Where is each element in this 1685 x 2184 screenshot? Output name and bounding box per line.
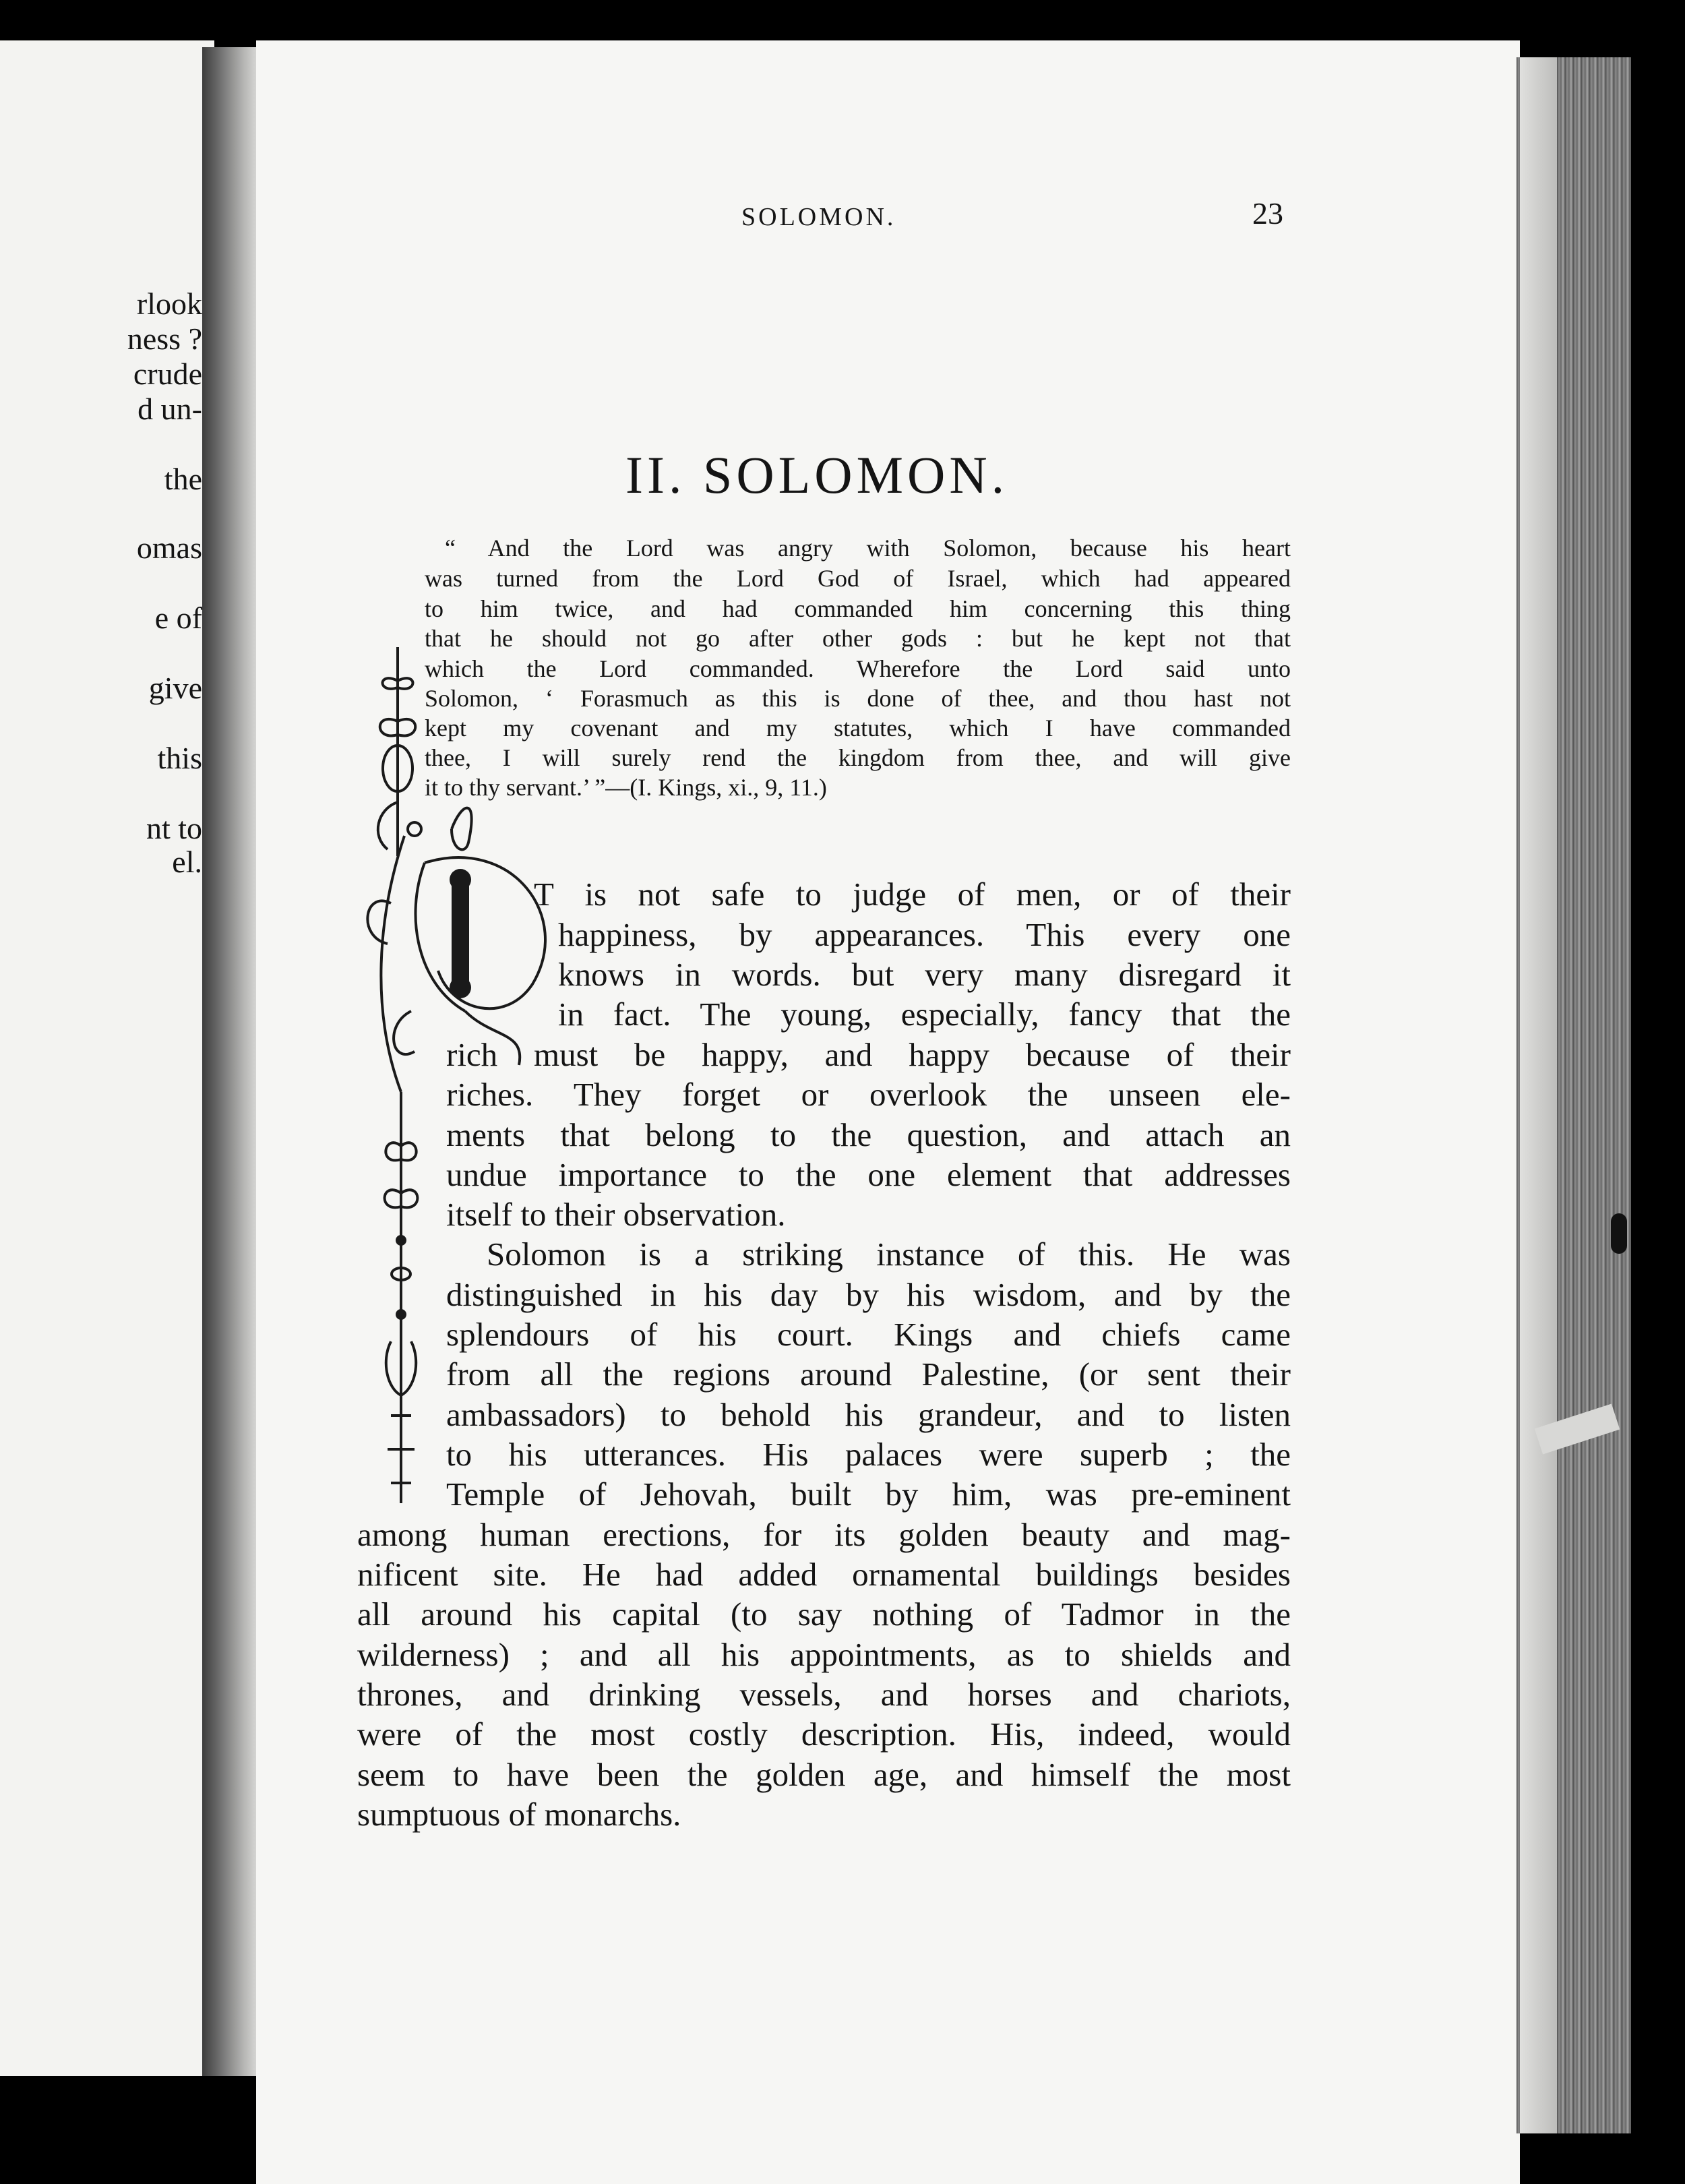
- body-line: Temple of Jehovah, built by him, was pre-eminent: [446, 1476, 1291, 1513]
- body-line: T is not safe to judge of men, or of their: [534, 876, 1291, 913]
- body-line: in fact. The young, especially, fancy that the: [558, 996, 1291, 1033]
- body-line: distinguished in his day by his wisdom, and by the: [446, 1276, 1291, 1313]
- left-page-line: this: [157, 741, 202, 775]
- left-page-line: ness ?: [127, 322, 202, 356]
- book-gutter-shadow: [202, 47, 263, 2076]
- epigraph-line: thee, I will surely rend the kingdom from thee, and will give: [425, 744, 1291, 771]
- epigraph-line: kept my covenant and my statutes, which I have commanded: [425, 715, 1291, 741]
- body-line: happiness, by appearances. This every one: [558, 916, 1291, 953]
- body-line: itself to their observation.: [446, 1196, 786, 1233]
- body-line: riches. They forget or overlook the unseen ele-: [446, 1076, 1291, 1113]
- epigraph-line: to him twice, and had commanded him concerning this thing: [425, 595, 1291, 622]
- body-line: to his utterances. His palaces were superb ; the: [446, 1436, 1291, 1473]
- left-page-line: d un-: [137, 392, 202, 426]
- book-page-edge-highlight: [1520, 57, 1557, 2133]
- left-page-line: e of: [154, 601, 202, 635]
- chapter-title: II. SOLOMON.: [625, 446, 1009, 504]
- edge-mark: [1611, 1213, 1627, 1254]
- running-head: SOLOMON.: [741, 203, 896, 231]
- epigraph-line: that he should not go after other gods : but he kept not that: [425, 625, 1291, 652]
- body-line: rich must be happy, and happy because of their: [446, 1036, 1291, 1073]
- body-line: all around his capital (to say nothing of Tadmor in the: [357, 1596, 1291, 1633]
- epigraph-line: was turned from the Lord God of Israel, which had appeared: [425, 565, 1291, 592]
- body-line: sumptuous of monarchs.: [357, 1796, 681, 1833]
- body-line: undue importance to the one element that addresses: [446, 1156, 1291, 1193]
- left-page-line: rlook: [136, 286, 202, 321]
- body-line: splendours of his court. Kings and chiefs came: [446, 1316, 1291, 1353]
- epigraph-line: it to thy servant.’ ”—(I. Kings, xi., 9, 11.): [425, 774, 827, 801]
- epigraph-line: Solomon, ‘ Forasmuch as this is done of thee, and thou hast not: [425, 685, 1291, 712]
- left-page-line: omas: [136, 530, 202, 565]
- left-page-line: el.: [172, 845, 202, 879]
- body-line: seem to have been the golden age, and himself the most: [357, 1756, 1291, 1793]
- body-line: from all the regions around Palestine, (or sent their: [446, 1356, 1291, 1393]
- body-line: ambassadors) to behold his grandeur, and to listen: [446, 1396, 1291, 1433]
- left-facing-page: [0, 40, 214, 2076]
- body-line: nificent site. He had added ornamental buildings besides: [357, 1556, 1291, 1593]
- left-page-line: crude: [133, 357, 202, 391]
- body-line: were of the most costly description. His, indeed, would: [357, 1716, 1291, 1753]
- left-page-line: give: [148, 671, 202, 705]
- body-line: among human erections, for its golden beauty and mag-: [357, 1516, 1291, 1553]
- body-line: knows in words. but very many disregard it: [558, 956, 1291, 993]
- body-line: ments that belong to the question, and attach an: [446, 1116, 1291, 1153]
- page-number: 23: [1252, 196, 1283, 231]
- body-line: Solomon is a striking instance of this. He was: [487, 1236, 1291, 1273]
- epigraph-line: which the Lord commanded. Wherefore the Lord said unto: [425, 655, 1291, 682]
- epigraph-line: “ And the Lord was angry with Solomon, because his heart: [445, 535, 1291, 562]
- body-line: wilderness) ; and all his appointments, as to shields and: [357, 1636, 1291, 1673]
- left-page-line: the: [164, 462, 202, 496]
- left-page-line: nt to: [146, 811, 202, 845]
- body-line: thrones, and drinking vessels, and horses and chariots,: [357, 1676, 1291, 1713]
